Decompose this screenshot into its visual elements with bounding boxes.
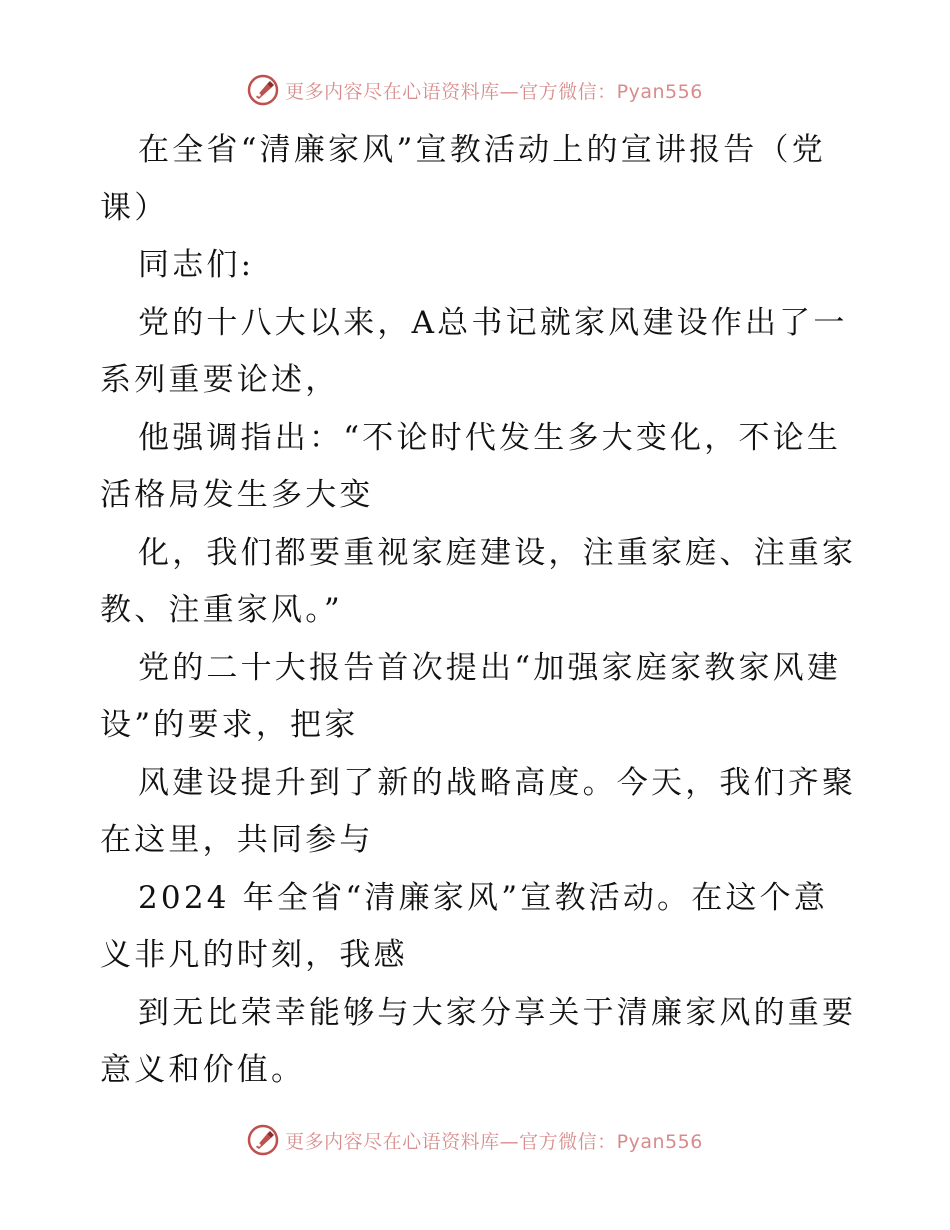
header-watermark xyxy=(0,70,950,110)
document-title-line-1: 在全省“清廉家风”宣教活动上的宣讲报告（党 xyxy=(138,132,826,168)
document-body xyxy=(100,122,860,1100)
text-line: 教、注重家风。” xyxy=(100,592,343,628)
pen-nib-logo-icon xyxy=(247,74,279,106)
text-line: 2024 年全省“清廉家风”宣教活动。在这个意 xyxy=(138,879,829,916)
pen-nib-logo-icon xyxy=(247,1124,279,1156)
text-line: 党的二十大报告首次提出“加强家庭家教家风建 xyxy=(138,649,842,686)
text-line: 意义和价值。 xyxy=(100,1052,306,1088)
text-line: 活格局发生多大变 xyxy=(100,477,374,513)
text-line: 在这里，共同参与 xyxy=(100,822,374,858)
text-line: 他强调指出：“不论时代发生多大变化，不论生 xyxy=(138,419,842,456)
text-line: 化，我们都要重视家庭建设，注重家庭、注重家 xyxy=(138,534,857,571)
footer-watermark xyxy=(0,1120,950,1160)
text-line: 党的十八大以来，A总书记就家风建设作出了一 xyxy=(138,304,848,341)
salutation: 同志们: xyxy=(138,247,255,283)
watermark-text: 更多内容尽在心语资料库—官方微信：Pyan556 xyxy=(285,80,703,103)
text-line: 义非凡的时刻，我感 xyxy=(100,937,408,973)
document-title-line-2: 课） xyxy=(100,189,169,226)
text-line: 设”的要求，把家 xyxy=(100,707,359,743)
text-line: 风建设提升到了新的战略高度。今天，我们齐聚 xyxy=(138,764,857,801)
watermark-text: 更多内容尽在心语资料库—官方微信：Pyan556 xyxy=(285,1130,703,1153)
text-line: 系列重要论述， xyxy=(100,362,340,398)
text-line: 到无比荣幸能够与大家分享关于清廉家风的重要 xyxy=(138,994,857,1031)
